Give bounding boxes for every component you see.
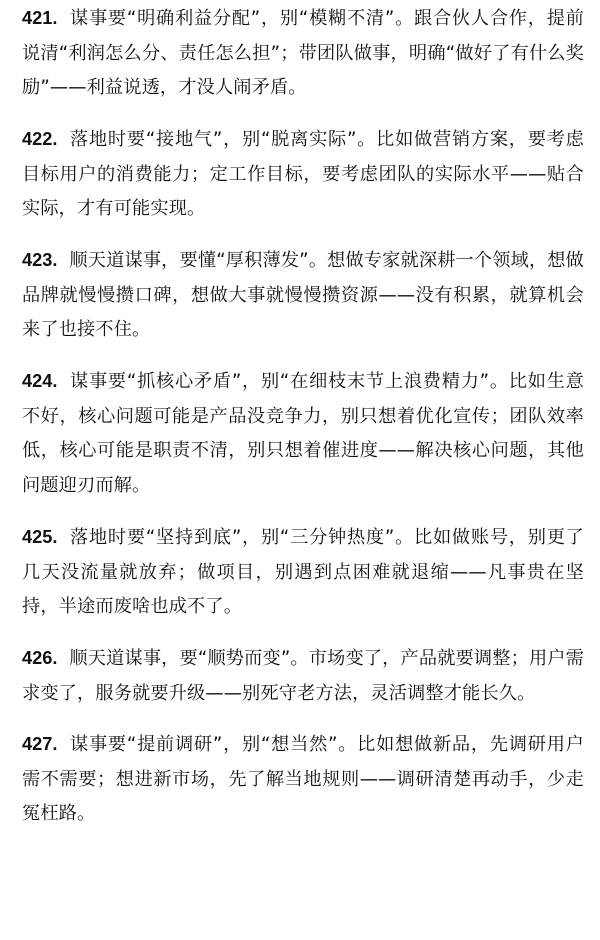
entry-text: 落地时要“坚持到底”，别“三分钟热度”。比如做账号，别更了几天没流量就放弃；做项目，别遇到点困难就退缩——凡事贵在坚持，半途而废啥也成不了。	[22, 527, 584, 617]
entry-421	[22, 1, 584, 106]
entry-number: 422.	[22, 129, 58, 149]
entry-425	[22, 520, 584, 625]
entry-426	[22, 641, 584, 711]
entry-number: 424.	[22, 371, 58, 391]
entry-424	[22, 364, 584, 503]
entry-text: 谋事要“抓核心矛盾”，别“在细枝末节上浪费精力”。比如生意不好，核心问题可能是产品没竞争力，别只想着优化宣传；团队效率低，核心可能是职责不清，别只想着催进度——解决核心问题，其他问题迎刃而解。	[22, 371, 584, 496]
entry-text: 落地时要“接地气”，别“脱离实际”。比如做营销方案，要考虑目标用户的消费能力；定工作目标，要考虑团队的实际水平——贴合实际，才有可能实现。	[22, 129, 584, 219]
entry-text: 谋事要“提前调研”，别“想当然”。比如想做新品，先调研用户需不需要；想进新市场，先了解当地规则——调研清楚再动手，少走冤枉路。	[22, 734, 584, 824]
entry-422	[22, 122, 584, 227]
entry-number: 426.	[22, 648, 58, 668]
entry-427	[22, 727, 584, 832]
entry-text: 谋事要“明确利益分配”，别“模糊不清”。跟合伙人合作，提前说清“利润怎么分、责任怎么担”；带团队做事，明确“做好了有什么奖励”——利益说透，才没人闹矛盾。	[22, 8, 584, 98]
entry-number: 421.	[22, 8, 58, 28]
entry-number: 427.	[22, 734, 58, 754]
entry-423	[22, 243, 584, 348]
entry-text: 顺天道谋事，要“顺势而变”。市场变了，产品就要调整；用户需求变了，服务就要升级——别死守老方法，灵活调整才能长久。	[22, 648, 584, 704]
entry-text: 顺天道谋事，要懂“厚积薄发”。想做专家就深耕一个领域，想做品牌就慢慢攒口碑，想做大事就慢慢攒资源——没有积累，就算机会来了也接不住。	[22, 250, 584, 340]
entry-number: 425.	[22, 527, 58, 547]
entry-number: 423.	[22, 250, 58, 270]
